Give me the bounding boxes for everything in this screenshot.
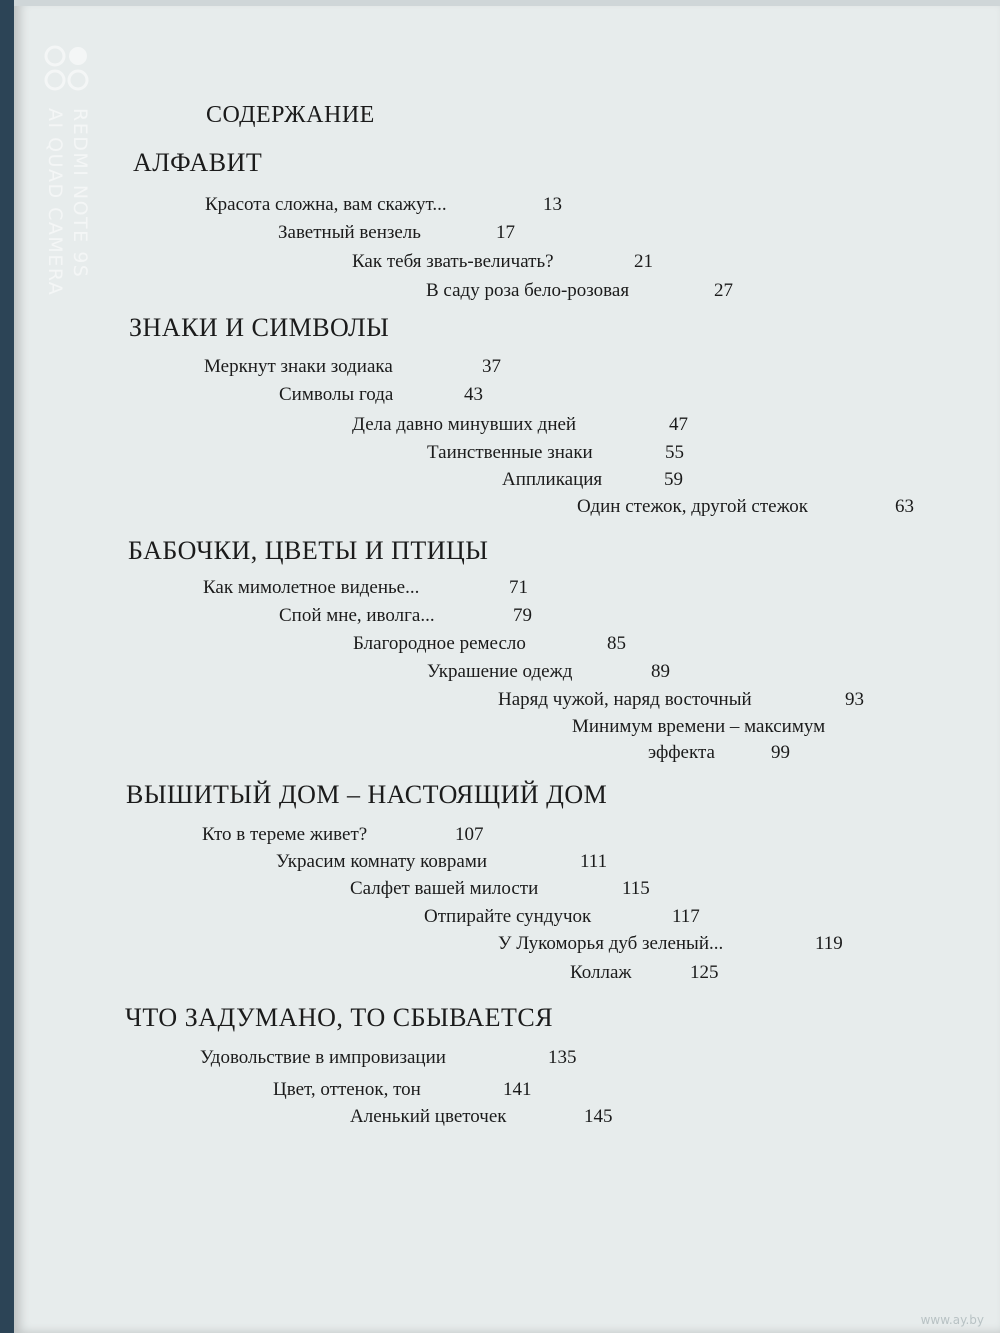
section-heading: БАБОЧКИ, ЦВЕТЫ И ПТИЦЫ xyxy=(128,536,489,565)
toc-entry[interactable] xyxy=(202,824,484,846)
entry-title: Наряд чужой, наряд восточный xyxy=(498,689,752,710)
entry-title: Отпирайте сундучок xyxy=(424,906,592,927)
toc-entry[interactable] xyxy=(278,222,515,244)
entry-page: 21 xyxy=(634,251,653,272)
toc-entry[interactable] xyxy=(279,605,532,627)
entry-title: Салфет вашей милости xyxy=(350,878,539,899)
toc-entry[interactable] xyxy=(427,661,670,683)
toc-entry[interactable] xyxy=(502,469,683,491)
toc-entry[interactable] xyxy=(427,442,684,464)
toc-entry[interactable] xyxy=(273,1079,532,1101)
entry-page: 47 xyxy=(669,414,688,435)
section-heading: ВЫШИТЫЙ ДОМ – НАСТОЯЩИЙ ДОМ xyxy=(126,780,608,809)
entry-page: 107 xyxy=(455,824,484,845)
toc-entry[interactable] xyxy=(350,1106,613,1128)
entry-title: Меркнут знаки зодиака xyxy=(204,356,393,377)
entry-title: Один стежок, другой стежок xyxy=(577,496,808,517)
entry-title: Украсим комнату коврами xyxy=(276,851,488,872)
entry-title: У Лукоморья дуб зеленый... xyxy=(498,933,724,954)
toc-entry[interactable] xyxy=(572,716,825,738)
contents-title: СОДЕРЖАНИЕ xyxy=(206,102,375,128)
entry-page: 43 xyxy=(464,384,483,405)
entry-page: 37 xyxy=(482,356,501,377)
entry-page: 59 xyxy=(664,469,683,490)
entry-page: 119 xyxy=(815,933,843,954)
watermark-line-2: AI QUAD CAMERA xyxy=(44,108,66,297)
entry-title: Благородное ремесло xyxy=(353,633,526,654)
site-watermark: www.ay.by xyxy=(920,1313,984,1327)
watermark-line-1: REDMI NOTE 9S xyxy=(69,108,91,279)
entry-title: Минимум времени – максимум xyxy=(572,716,826,737)
toc-entry[interactable] xyxy=(352,251,653,273)
entry-page: 27 xyxy=(714,280,733,301)
entry-title: Аппликация xyxy=(502,469,603,490)
entry-title: Аленький цветочек xyxy=(350,1106,507,1127)
toc-entry-continuation[interactable] xyxy=(648,742,790,764)
entry-page: 71 xyxy=(509,577,528,598)
toc-entry[interactable] xyxy=(200,1047,577,1069)
entry-page: 115 xyxy=(622,878,650,899)
entry-page: 13 xyxy=(543,194,562,215)
entry-page: 141 xyxy=(503,1079,532,1100)
toc-entry[interactable] xyxy=(204,356,501,378)
entry-page: 63 xyxy=(895,496,914,517)
entry-title: Удовольствие в импровизации xyxy=(200,1047,446,1068)
entry-title: Спой мне, иволга... xyxy=(279,605,435,626)
entry-title: эффекта xyxy=(648,742,715,763)
toc-entry[interactable] xyxy=(577,496,914,518)
toc-entry[interactable] xyxy=(498,933,843,955)
toc-entry[interactable] xyxy=(276,851,608,873)
section-heading: АЛФАВИТ xyxy=(133,148,263,177)
toc-entry[interactable] xyxy=(424,906,700,928)
entry-page: 17 xyxy=(496,222,515,243)
toc-entry[interactable] xyxy=(426,280,733,302)
entry-title: Как мимолетное виденье... xyxy=(203,577,420,598)
section-heading: ЗНАКИ И СИМВОЛЫ xyxy=(129,313,390,342)
entry-title: Кто в тереме живет? xyxy=(202,824,368,845)
entry-title: Коллаж xyxy=(570,962,632,983)
entry-page: 55 xyxy=(665,442,684,463)
entry-title: Таинственные знаки xyxy=(427,442,593,463)
entry-page: 111 xyxy=(580,851,608,872)
toc-entry[interactable] xyxy=(279,384,483,406)
entry-page: 79 xyxy=(513,605,532,626)
entry-page: 93 xyxy=(845,689,864,710)
toc-entry[interactable] xyxy=(352,414,688,436)
entry-title: Как тебя звать-величать? xyxy=(352,251,554,272)
toc-entry[interactable] xyxy=(570,962,719,984)
entry-title: Красота сложна, вам скажут... xyxy=(205,194,447,215)
toc-entry[interactable] xyxy=(353,633,626,655)
entry-title: Украшение одежд xyxy=(427,661,573,682)
entry-page: 117 xyxy=(672,906,700,927)
entry-page: 135 xyxy=(548,1047,577,1068)
toc-entry[interactable] xyxy=(498,689,864,711)
toc-entry[interactable] xyxy=(205,194,562,216)
entry-title: Цвет, оттенок, тон xyxy=(273,1079,421,1100)
entry-page: 89 xyxy=(651,661,670,682)
section-heading: ЧТО ЗАДУМАНО, ТО СБЫВАЕТСЯ xyxy=(125,1003,554,1032)
toc-entry[interactable] xyxy=(203,577,528,599)
entry-title: Символы года xyxy=(279,384,394,405)
entry-title: Дела давно минувших дней xyxy=(352,414,577,435)
entry-page: 99 xyxy=(771,742,790,763)
toc-entry[interactable] xyxy=(350,878,650,900)
entry-page: 125 xyxy=(690,962,719,983)
entry-page: 145 xyxy=(584,1106,613,1127)
entry-title: Заветный вензель xyxy=(278,222,421,243)
entry-title: В саду роза бело-розовая xyxy=(426,280,630,301)
entry-page: 85 xyxy=(607,633,626,654)
